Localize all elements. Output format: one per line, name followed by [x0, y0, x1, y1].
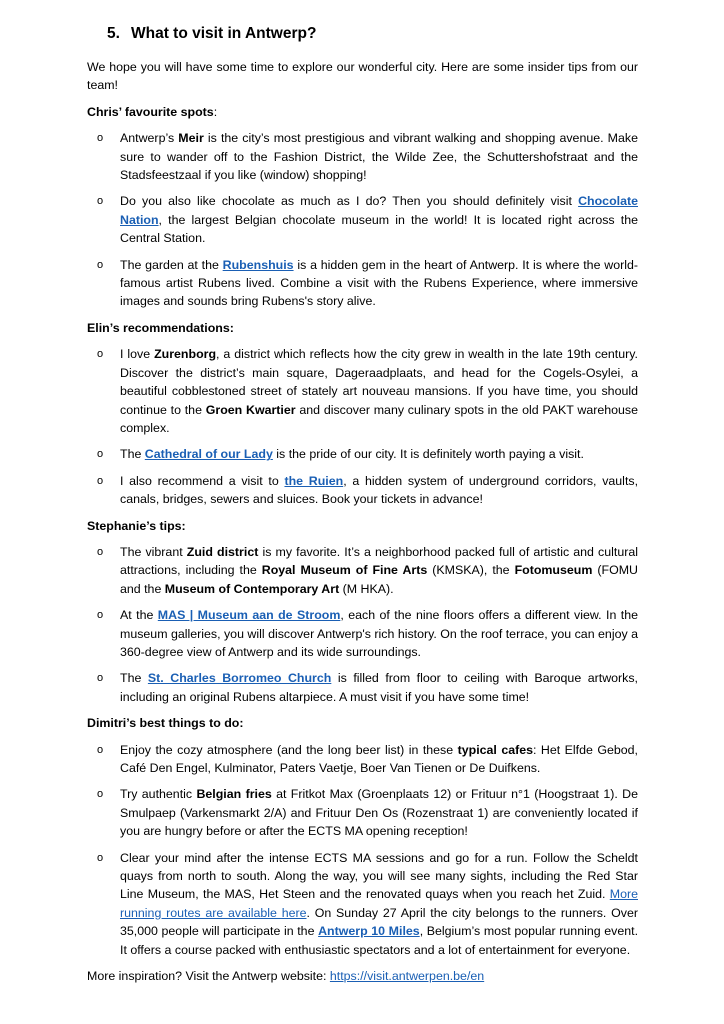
text: . On Sunday 27 April the city belongs to the runners. Over 35,000 people will participate in the [120, 905, 638, 939]
text: , a district which reflects how the city grew in wealth in the late 19th century. Discover the district’s main square, Dageraadplaats, and head for the Cogels-Osylei, a beautiful cobblestoned street of stately art nouveau mansions. If you have time, you should continue to the [120, 347, 638, 417]
text: is a hidden gem in the heart of Antwerp. It is where the world-famous artist Rubens lived. Combine a visit with the Rubens Experience, where immersive images and sounds bring Rubens's story alive. [120, 257, 638, 309]
rubenshuis-link[interactable]: Rubenshuis [222, 257, 294, 272]
bullet-icon: o [97, 474, 104, 487]
text: The [120, 447, 145, 462]
stephanie-heading: Stephanie’s tips: [87, 518, 186, 533]
bullet-icon: o [97, 348, 104, 361]
bold-text: Meir [178, 131, 204, 146]
text: is my favorite. It’s a neighborhood packed full of artistic and cultural attractions, including the [120, 544, 639, 578]
bullet-icon: o [97, 609, 104, 622]
dimitri-list [87, 741, 638, 959]
text: at Fritkot Max (Groenplaats 12) or Frituur n°1 (Hoogstraat 1). De Smulpaep (Varkensmarkt 2/A) and Frituur Den Os (Rozenstraat 1) are conveniently located if you are hungry before or after the ECTS MA opening reception! [120, 787, 639, 839]
list-item [87, 543, 638, 598]
bullet-icon: o [97, 132, 104, 145]
bullet-icon: o [97, 195, 104, 208]
list-item [87, 192, 638, 247]
bullet-icon: o [97, 545, 104, 558]
list-item [87, 741, 638, 778]
bold-text: Fotomuseum [514, 563, 593, 578]
text: , each of the nine floors offers a different view. In the museum galleries, you will discover Antwerp's rich history. On the roof terrace, you can enjoy a 360-degree view of Antwerp and its wide surroundings. [120, 608, 638, 659]
chris-heading [87, 103, 638, 121]
elin-heading: Elin’s recommendations: [87, 320, 234, 335]
bold-text: Belgian fries [196, 787, 272, 802]
bold-text: Royal Museum of Fine Arts [261, 563, 428, 578]
text: The [120, 671, 148, 686]
bullet-icon: o [97, 851, 104, 864]
list-item [87, 785, 638, 840]
list-item [87, 129, 638, 184]
text: (FOMU and the [120, 563, 638, 596]
text: (KMSKA), the [427, 563, 515, 578]
text: , Belgium’s most popular running event. It offers a course packed with enthusiastic spectators and a lot of entertainment for everyone. [120, 924, 639, 957]
heading-title: What to visit in Antwerp? [131, 25, 317, 42]
ruien-link[interactable]: the Ruien [284, 473, 344, 488]
text: Try authentic [120, 787, 197, 802]
chris-list [87, 129, 638, 311]
borromeo-church-link[interactable]: St. Charles Borromeo Church [147, 671, 332, 686]
text: , a hidden system of underground corridors, vaults, canals, bridges, sewers and sluices. Book your tickets in advance! [120, 473, 639, 507]
bullet-icon: o [97, 448, 104, 461]
text: and discover many culinary spots in the old PAKT warehouse complex. [120, 402, 639, 435]
text: Enjoy the cozy atmosphere (and the long beer list) in these [120, 742, 458, 757]
running-routes-link[interactable]: More running routes are available here [120, 887, 638, 920]
text: (M HKA). [339, 581, 394, 596]
bullet-icon: o [97, 672, 104, 685]
chocolate-nation-link[interactable]: Chocolate Nation [120, 194, 638, 227]
elin-list [87, 345, 638, 508]
list-item [87, 849, 638, 959]
text: I also recommend a visit to [120, 473, 285, 488]
chris-heading-text: Chris’ favourite spots [87, 104, 214, 119]
bullet-icon: o [97, 788, 104, 801]
text: Clear your mind after the intense ECTS MA sessions and go for a run. Follow the Scheldt quays from north to south. Along the way, you will see many sights, including the Red Star Line Museum, the MAS, Het Steen and the renovated quays when you reach het Zuid. [120, 850, 638, 902]
text: At the [120, 608, 158, 623]
cathedral-link[interactable]: Cathedral of our Lady [144, 447, 273, 462]
bold-text: Zurenborg [154, 347, 217, 362]
antwerp-10-miles-link[interactable]: Antwerp 10 Miles [318, 924, 420, 939]
text: Do you also like chocolate as much as I do? Then you should definitely visit [120, 194, 579, 209]
list-item [87, 606, 638, 661]
text: is the pride of our city. It is definitely worth paying a visit. [272, 447, 584, 462]
footer-paragraph [87, 967, 638, 985]
mas-link[interactable]: MAS | Museum aan de Stroom [157, 608, 341, 623]
text: is the city’s most prestigious and vibrant walking and shopping avenue. Make sure to wander off to the Fashion District, the Wilde Zee, the Schuttershofstraat and the Stadsfeestzaal if you like (window) shopping! [120, 131, 638, 183]
stephanie-list [87, 543, 638, 706]
section-heading [107, 22, 638, 46]
chris-heading-colon: : [213, 104, 218, 119]
document-page [87, 22, 638, 985]
intro-paragraph: We hope you will have some time to explore our wonderful city. Here are some insider tips from our team! [87, 60, 638, 93]
text: Antwerp’s [120, 131, 179, 146]
bold-text: Zuid district [186, 544, 259, 559]
list-item [87, 669, 638, 706]
bold-text: Museum of Contemporary Art [164, 581, 340, 596]
list-item [87, 256, 638, 311]
dimitri-heading: Dimitri’s best things to do: [87, 716, 244, 731]
list-item [87, 445, 638, 463]
text: The garden at the [120, 257, 223, 272]
bullet-icon: o [97, 258, 104, 271]
text: I love [120, 347, 155, 362]
list-item [87, 472, 638, 509]
text: , the largest Belgian chocolate museum in the world! It is located right across the Central Station. [120, 212, 638, 246]
text: is filled from floor to ceiling with Baroque artworks, including an original Rubens altarpiece. A must visit if you have some time! [120, 671, 638, 704]
website-link[interactable]: https://visit.antwerpen.be/en [329, 969, 485, 984]
footer-text: More inspiration? Visit the Antwerp website: [87, 969, 330, 984]
list-item [87, 345, 638, 437]
bold-text: Groen Kwartier [205, 402, 296, 417]
bold-text: typical cafes [457, 742, 534, 757]
heading-number: 5. [107, 25, 120, 42]
text: The vibrant [120, 544, 187, 559]
text: : Het Elfde Gebod, Café Den Engel, Kulminator, Paters Vaetje, Boer Van Tienen or De Duifkens. [120, 742, 638, 775]
bullet-icon: o [97, 743, 104, 756]
